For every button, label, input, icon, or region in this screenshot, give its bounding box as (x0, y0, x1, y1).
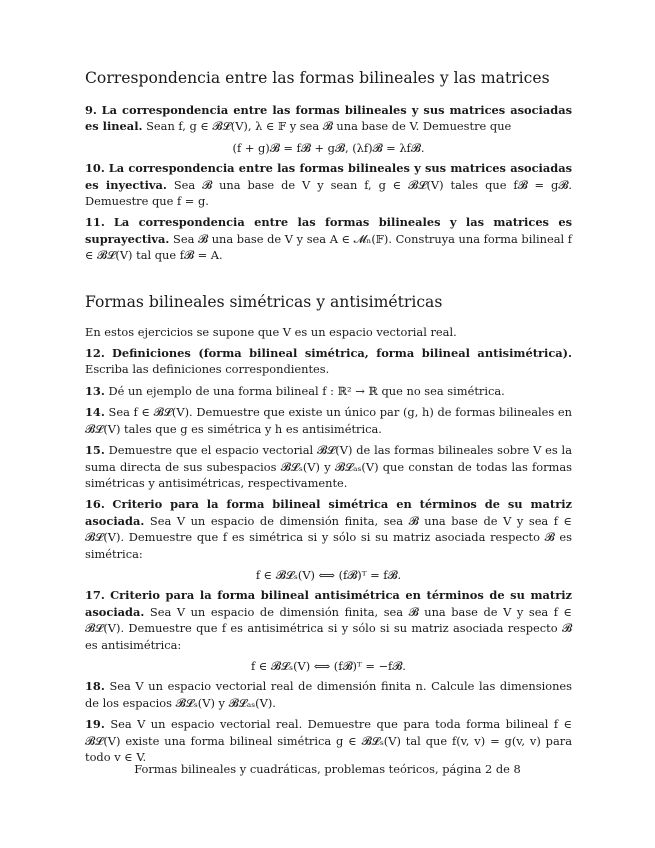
problem-title: Criterio para la forma bilineal simétrica en términos de su matriz asociada. (85, 497, 572, 528)
problem-text: Sea 𝓑 una base de V y sean f, g ∈ 𝓑𝓛(V) tales que f𝓑 = g𝓑. Demuestre que f = g. (85, 177, 572, 209)
problem-number: 18. (85, 679, 105, 694)
equation: f ∈ 𝓑𝓛ₛ(V) ⟺ (f𝓑)ᵀ = f𝓑. (255, 567, 402, 582)
problem-9 (85, 102, 572, 135)
problem-text: Sean f, g ∈ 𝓑𝓛(V), λ ∈ 𝔽 y sea 𝓑 una base de V. Demuestre que (146, 119, 512, 134)
problem-number: 19. (85, 717, 105, 732)
problem-16 (85, 496, 572, 562)
problem-number: 11. (85, 215, 105, 230)
problem-18 (85, 678, 572, 711)
problem-number: 13. (85, 383, 105, 398)
problem-text: Escriba las definiciones correspondientes. (85, 362, 330, 377)
problem-10 (85, 160, 572, 209)
problem-title: La correspondencia entre las formas bilineales y sus matrices asociadas es inyectiva. (85, 161, 572, 192)
problem-17 (85, 587, 572, 653)
page-content (85, 68, 572, 770)
problem-text: Sea V un espacio de dimensión finita, sea 𝓑 una base de V y sea f ∈ 𝓑𝓛(V). Demuestre que f es antisimétrica si y sólo si su matriz asociada respecto 𝓑 es antisimétrica: (85, 604, 572, 652)
problem-text: Sea V un espacio de dimensión finita, sea 𝓑 una base de V y sea f ∈ 𝓑𝓛(V). Demuestre que f es simétrica si y sólo si su matriz asociada respecto 𝓑 es simétrica: (85, 513, 572, 561)
problem-number: 14. (85, 405, 105, 420)
section-title: Formas bilineales simétricas y antisimétricas (85, 292, 443, 311)
problem-number: 9. (85, 103, 97, 117)
problem-number: 17. (85, 588, 105, 603)
problem-12 (85, 345, 572, 378)
problem-number: 16. (85, 497, 105, 512)
problem-number: 15. (85, 443, 105, 458)
problem-text: Sea V un espacio vectorial real. Demuestre que para toda forma bilineal f ∈ 𝓑𝓛(V) existe una forma bilineal simétrica g ∈ 𝓑𝓛ₛ(V) tal que f(v, v) = g(v, v) para todo v ∈ V. (85, 717, 573, 764)
problem-text: Dé un ejemplo de una forma bilineal f : ℝ² → ℝ que no sea simétrica. (108, 383, 505, 398)
intro-text: En estos ejercicios se supone que V es un espacio vectorial real. (85, 324, 457, 339)
problem-15 (85, 442, 572, 491)
problem-title: Criterio para la forma bilineal antisimétrica en términos de su matriz asociada. (85, 588, 572, 619)
problem-13 (85, 383, 572, 399)
problem-number: 10. (85, 161, 105, 176)
problem-text: Sea 𝓑 una base de V y sea A ∈ 𝓜ₙ(𝔽). Construya una forma bilineal f ∈ 𝓑𝓛(V) tal que f𝓑 = A. (85, 231, 572, 263)
problem-11 (85, 214, 572, 263)
equation: f ∈ 𝓑𝓛ₛ(V) ⟺ (f𝓑)ᵀ = −f𝓑. (251, 658, 406, 673)
problem-text: Sea V un espacio vectorial real de dimensión finita n. Calcule las dimensiones de los espacios 𝓑𝓛ₛ(V) y 𝓑𝓛ₐₛ(V). (85, 679, 573, 710)
problem-title: La correspondencia entre las formas bilineales y las matrices es suprayectiva. (85, 215, 572, 246)
equation: (f + g)𝓑 = f𝓑 + g𝓑, (λf)𝓑 = λf𝓑. (232, 140, 425, 155)
problem-14 (85, 404, 572, 437)
problem-19 (85, 716, 572, 765)
problem-text: Demuestre que el espacio vectorial 𝓑𝓛(V) de las formas bilineales sobre V es la suma directa de sus subespacios 𝓑𝓛ₛ(V) y 𝓑𝓛ₐₛ(V) que constan de todas las formas simétricas y antisimétricas, respectivamente. (85, 443, 572, 490)
problem-title: La correspondencia entre las formas bilineales y sus matrices asociadas es lineal. (85, 103, 572, 134)
page-footer: Formas bilineales y cuadráticas, problemas teóricos, página 2 de 8 (134, 762, 521, 776)
section-title: Correspondencia entre las formas bilineales y las matrices (85, 69, 550, 87)
problem-title: Definiciones (forma bilineal simétrica, forma bilineal antisimétrica). (112, 346, 572, 361)
problem-text: Sea f ∈ 𝓑𝓛(V). Demuestre que existe un único par (g, h) de formas bilineales en 𝓑𝓛(V) tales que g es simétrica y h es antisimétrica. (85, 405, 572, 436)
problem-number: 12. (85, 346, 105, 361)
